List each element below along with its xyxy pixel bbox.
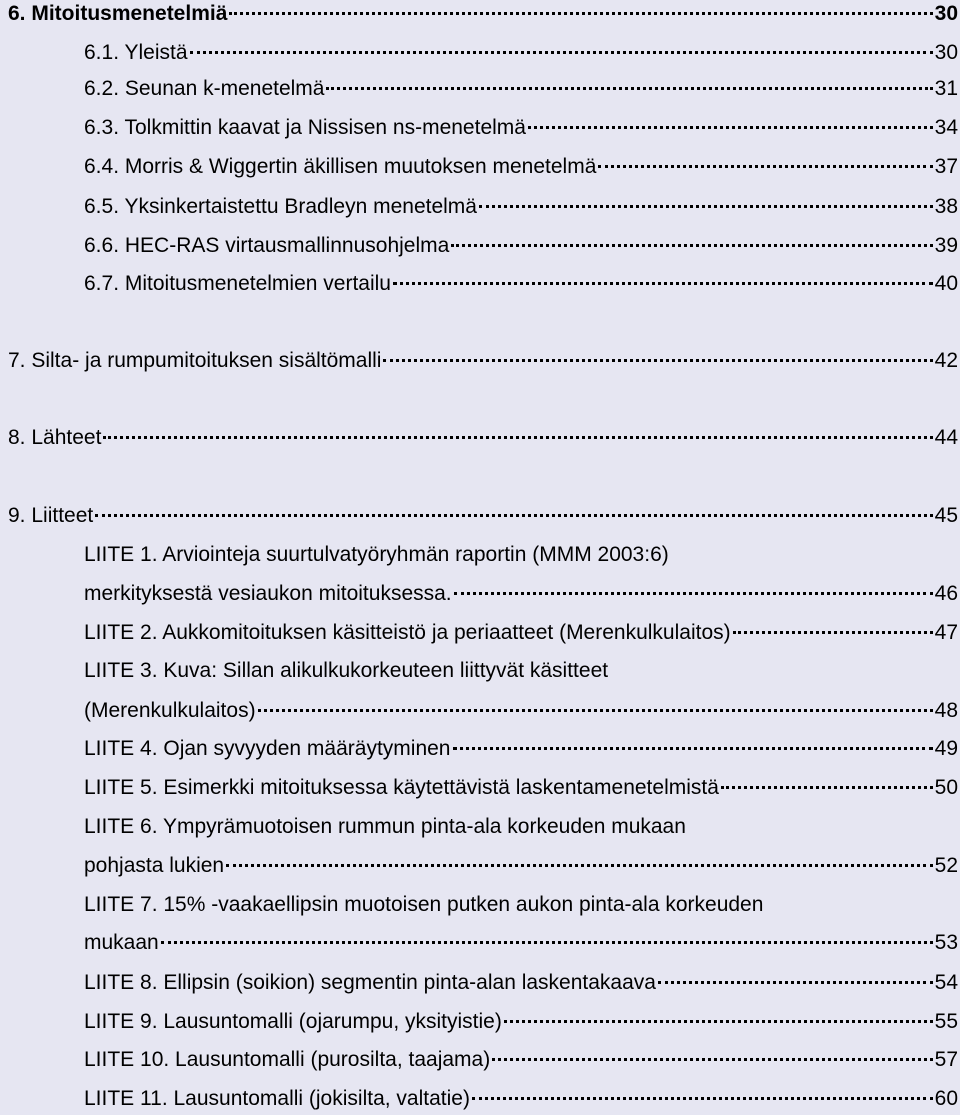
toc-entry-chapter-9[interactable] [8,502,958,530]
dot-leader [472,1097,933,1100]
toc-entry-title: 6.1. Yleistä [84,41,188,64]
dot-leader [504,1020,933,1023]
toc-entry-title: pohjasta lukien [84,854,225,877]
toc-entry-title: LIITE 5. Esimerkki mitoituksessa käytettävistä laskentamenetelmistä [84,776,719,799]
toc-page-number: 50 [934,776,958,799]
toc-entry-appendix-6-line-1[interactable]: LIITE 6. Ympyrämuotoisen rummun pinta-ala korkeuden mukaan [84,815,686,838]
dot-leader [226,864,933,867]
toc-entry-title: 9. Liitteet [8,504,94,527]
toc-entry-title: LIITE 8. Ellipsin (soikion) segmentin pinta-alan laskentakaava [84,971,656,994]
toc-entry-6-1[interactable] [84,39,958,67]
toc-page-number: 38 [934,195,958,218]
dot-leader [453,747,933,750]
dot-leader [190,51,933,54]
toc-entry-appendix-3[interactable] [84,697,958,725]
toc-entry-title: 6. Mitoitusmenetelmiä [8,2,228,25]
toc-entry-appendix-2[interactable] [84,619,958,647]
toc-entry-title: 6.3. Tolkmittin kaavat ja Nissisen ns-menetelmä [84,116,526,139]
toc-page-number: 48 [934,699,958,722]
toc-page-number: 42 [934,349,958,372]
toc-page-number: 31 [934,77,958,100]
toc-entry-appendix-6[interactable] [84,852,958,880]
toc-entry-title: 8. Lähteet [8,426,102,449]
toc-entry-appendix-8[interactable] [84,969,958,997]
toc-page-number: 45 [934,504,958,527]
toc-entry-title: mukaan [84,931,159,954]
toc-entry-chapter-7[interactable] [8,347,958,375]
toc-entry-title: 6.7. Mitoitusmenetelmien vertailu [84,272,391,295]
toc-entry-title: LIITE 4. Ojan syvyyden määräytyminen [84,737,451,760]
toc-entry-appendix-9[interactable] [84,1008,958,1036]
dot-leader [161,941,933,944]
toc-entry-appendix-5[interactable] [84,774,958,802]
dot-leader [733,631,933,634]
toc-page-number: 53 [934,931,958,954]
toc-entry-appendix-7-line-1[interactable]: LIITE 7. 15% -vaakaellipsin muotoisen putken aukon pinta-ala korkeuden [84,893,764,916]
toc-entry-title: 6.6. HEC-RAS virtausmallinnusohjelma [84,234,450,257]
toc-page-number: 46 [934,582,958,605]
toc-entry-appendix-1-line-1[interactable]: LIITE 1. Arviointeja suurtulvatyöryhmän raportin (MMM 2003:6) [84,543,669,566]
toc-entry-appendix-3-line-1[interactable]: LIITE 3. Kuva: Sillan alikulkukorkeuteen liittyvät käsitteet [84,659,609,682]
dot-leader [258,709,933,712]
dot-leader [95,514,932,517]
toc-page-number: 30 [934,41,958,64]
toc-entry-appendix-1[interactable] [84,580,958,608]
dot-leader [658,981,933,984]
toc-entry-title: 7. Silta- ja rumpumitoituksen sisältömalli [8,349,382,372]
toc-entry-6-6[interactable] [84,232,958,260]
toc-page-number: 40 [934,272,958,295]
toc-page-number: 49 [934,737,958,760]
dot-leader [479,205,933,208]
dot-leader [451,244,932,247]
toc-page-number: 30 [934,2,958,25]
toc-page-number: 52 [934,854,958,877]
toc-entry-title: merkityksestä vesiaukon mitoituksessa. [84,582,452,605]
dot-leader [598,165,932,168]
toc-page-number: 39 [934,234,958,257]
toc-entry-title: 6.4. Morris & Wiggertin äkillisen muutoksen menetelmä [84,155,597,178]
toc-page-number: 34 [934,116,958,139]
toc-entry-6-4[interactable] [84,153,958,181]
toc-page-number: 60 [934,1087,958,1110]
dot-leader [393,282,933,285]
toc-entry-appendix-7[interactable] [84,929,958,957]
toc-page-number: 57 [934,1048,958,1071]
toc-entry-title: LIITE 9. Lausuntomalli (ojarumpu, yksityistie) [84,1010,502,1033]
dot-leader [528,126,933,129]
toc-entry-title: (Merenkulkulaitos) [84,699,256,722]
toc-entry-6-7[interactable] [84,270,958,298]
toc-entry-chapter-8[interactable] [8,424,958,452]
toc-page-number: 54 [934,971,958,994]
dot-leader [383,359,932,362]
toc-entry-6-2[interactable] [84,75,958,103]
dot-leader [492,1058,932,1061]
toc-entry-chapter-6[interactable] [8,0,958,28]
toc-entry-title: 6.2. Seunan k-menetelmä [84,77,325,100]
toc-entry-6-3[interactable] [84,114,958,142]
dot-leader [326,87,932,90]
toc-page-number: 55 [934,1010,958,1033]
toc-entry-title: LIITE 11. Lausuntomalli (jokisilta, valtatie) [84,1087,470,1110]
dot-leader [229,12,932,15]
toc-entry-title: 6.5. Yksinkertaistettu Bradleyn menetelmä [84,195,477,218]
toc-entry-title: LIITE 2. Aukkomitoituksen käsitteistö ja periaatteet (Merenkulkulaitos) [84,621,731,644]
dot-leader [454,592,933,595]
toc-entry-appendix-11[interactable] [84,1085,958,1113]
toc-entry-appendix-10[interactable] [84,1046,958,1074]
toc-entry-6-5[interactable] [84,193,958,221]
toc-page-number: 47 [934,621,958,644]
dot-leader [103,436,932,439]
toc-entry-appendix-4[interactable] [84,735,958,763]
toc-page-number: 37 [934,155,958,178]
toc-entry-title: LIITE 10. Lausuntomalli (purosilta, taajama) [84,1048,491,1071]
dot-leader [721,786,933,789]
toc-page-number: 44 [934,426,958,449]
